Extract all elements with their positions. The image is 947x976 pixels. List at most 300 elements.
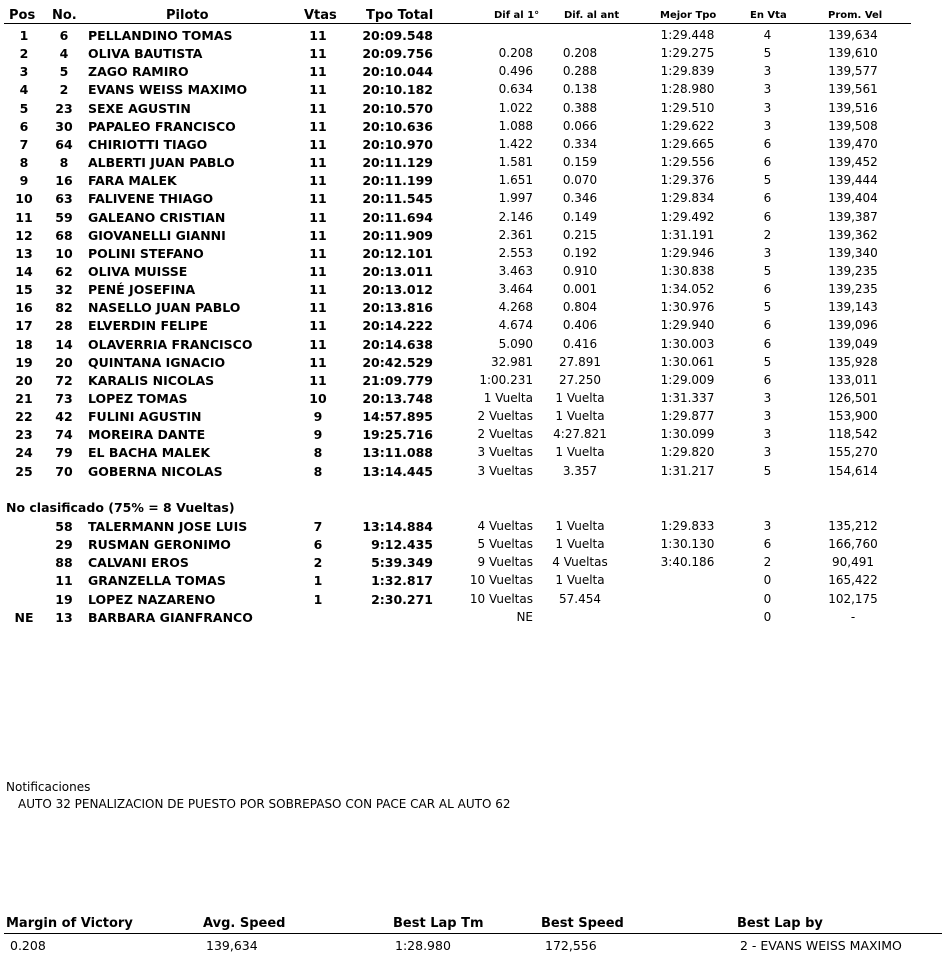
table-row xyxy=(0,463,947,481)
cell-prom: 166,760 xyxy=(828,537,878,552)
cell-difa: 1 Vuelta xyxy=(555,519,605,533)
cell-mej: 1:29.839 xyxy=(660,64,715,79)
cell-pos: 21 xyxy=(15,391,33,406)
cell-prom: 133,011 xyxy=(828,372,878,387)
cell-mej: 1:28.980 xyxy=(660,82,715,97)
cell-vtas: 11 xyxy=(309,209,327,225)
cell-tpo: 20:11.545 xyxy=(362,191,433,207)
cell-vtas: 11 xyxy=(309,191,327,207)
cell-dif1: 4.268 xyxy=(498,300,533,315)
cell-env: 3 xyxy=(763,100,772,115)
cell-vtas: 2 xyxy=(313,555,323,571)
cell-dif1: 4.674 xyxy=(498,318,533,333)
cell-difa: 0.208 xyxy=(562,46,598,61)
cell-piloto: POLINI STEFANO xyxy=(88,245,204,261)
cell-piloto: BARBARA GIANFRANCO xyxy=(88,609,253,625)
cell-pos: 6 xyxy=(19,118,29,134)
cell-tpo: 13:14.445 xyxy=(362,463,433,479)
cell-tpo: 20:14.638 xyxy=(362,336,433,352)
table-row xyxy=(0,100,947,118)
cell-mej: 1:29.665 xyxy=(660,136,715,151)
cell-prom: 139,340 xyxy=(828,245,878,260)
cell-prom: 154,614 xyxy=(828,463,878,478)
cell-mej: 1:29.376 xyxy=(660,173,715,188)
cell-no: 16 xyxy=(55,173,73,189)
cell-piloto: ELVERDIN FELIPE xyxy=(88,318,208,334)
cell-pos: 11 xyxy=(15,209,33,225)
cell-dif1: 0.634 xyxy=(498,82,533,97)
cell-piloto: GIOVANELLI GIANNI xyxy=(88,227,226,243)
cell-vtas: 11 xyxy=(309,136,327,152)
cell-mej: 1:30.130 xyxy=(660,537,715,552)
cell-piloto: KARALIS NICOLAS xyxy=(88,372,215,388)
cell-tpo: 20:09.548 xyxy=(362,28,433,43)
cell-env: 6 xyxy=(763,191,772,206)
cell-prom: 139,610 xyxy=(828,46,878,61)
cell-no: 23 xyxy=(55,100,73,116)
cell-dif1: 1.997 xyxy=(498,191,533,206)
cell-mej: 1:29.946 xyxy=(660,245,715,260)
table-row xyxy=(0,245,947,263)
cell-vtas: 11 xyxy=(309,100,327,116)
cell-mej: 1:30.976 xyxy=(660,300,715,315)
cell-env: 2 xyxy=(763,227,772,242)
cell-vtas: 11 xyxy=(309,118,327,134)
table-row xyxy=(0,390,947,408)
cell-pos: 12 xyxy=(15,227,33,243)
cell-vtas: 11 xyxy=(309,372,327,388)
cell-difa: 0.388 xyxy=(562,100,598,115)
cell-prom: 139,452 xyxy=(828,155,878,170)
cell-no: 5 xyxy=(59,64,69,80)
cell-prom: 139,049 xyxy=(828,336,878,351)
cell-vtas: 11 xyxy=(309,82,327,98)
cell-no: 29 xyxy=(55,537,73,553)
cell-dif1: 3 Vueltas xyxy=(477,463,533,478)
cell-no: 19 xyxy=(55,591,73,607)
cell-env: 5 xyxy=(763,263,772,278)
cell-difa: 57.454 xyxy=(559,591,601,606)
cell-mej: 1:30.061 xyxy=(660,354,715,369)
cell-vtas: 11 xyxy=(309,245,327,261)
cell-vtas: 8 xyxy=(313,463,323,479)
table-row xyxy=(0,354,947,372)
cell-dif1: 1.088 xyxy=(498,118,533,133)
cell-tpo: 20:10.970 xyxy=(362,136,433,152)
cell-env: 3 xyxy=(763,82,772,97)
summary-value-best-lap-by: 2 - EVANS WEISS MAXIMO xyxy=(740,938,902,953)
cell-vtas: 6 xyxy=(313,537,323,553)
cell-mej: 1:30.099 xyxy=(660,427,715,442)
table-row xyxy=(0,27,947,45)
table-row xyxy=(0,281,947,299)
cell-env: 4 xyxy=(763,28,772,42)
cell-mej: 1:29.275 xyxy=(660,46,715,61)
cell-mej: 1:31.191 xyxy=(660,227,715,242)
summary-header-avg-speed: Avg. Speed xyxy=(203,916,286,931)
header-prom-vel: Prom. Vel xyxy=(828,10,883,21)
cell-difa: 0.804 xyxy=(562,300,598,315)
cell-difa: 1 Vuelta xyxy=(555,573,605,588)
cell-tpo: 20:13.816 xyxy=(362,300,433,316)
table-row xyxy=(0,209,947,227)
cell-dif1: 32.981 xyxy=(491,354,533,369)
cell-pos: 5 xyxy=(19,100,29,116)
cell-no: 32 xyxy=(55,282,73,298)
cell-piloto: GOBERNA NICOLAS xyxy=(88,463,223,479)
summary-value-avg-speed: 139,634 xyxy=(206,938,258,953)
cell-vtas: 11 xyxy=(309,336,327,352)
cell-difa: 0.070 xyxy=(562,173,598,188)
cell-dif1: 1.581 xyxy=(498,155,533,170)
table-row xyxy=(0,190,947,208)
cell-prom: 139,096 xyxy=(828,318,878,333)
cell-dif1: 3 Vueltas xyxy=(477,445,533,460)
cell-no: 11 xyxy=(55,573,73,589)
cell-no: 13 xyxy=(55,609,73,625)
cell-tpo: 2:30.271 xyxy=(371,591,433,607)
cell-tpo: 20:10.044 xyxy=(362,64,433,80)
cell-dif1: 3.464 xyxy=(498,282,533,297)
cell-tpo: 20:13.012 xyxy=(362,282,433,298)
cell-vtas: 11 xyxy=(309,155,327,171)
cell-env: 6 xyxy=(763,318,772,333)
cell-piloto: NASELLO JUAN PABLO xyxy=(88,300,241,316)
cell-piloto: GALEANO CRISTIAN xyxy=(88,209,226,225)
cell-prom: 139,404 xyxy=(828,191,878,206)
table-row xyxy=(0,63,947,81)
cell-no: 72 xyxy=(55,372,73,388)
summary-header-best-lap-tm: Best Lap Tm xyxy=(393,916,484,931)
cell-piloto: GRANZELLA TOMAS xyxy=(88,573,226,589)
cell-difa: 4:27.821 xyxy=(553,427,607,442)
table-row xyxy=(0,554,947,572)
cell-difa: 4 Vueltas xyxy=(552,555,608,570)
cell-vtas: 11 xyxy=(309,263,327,279)
cell-difa: 27.250 xyxy=(559,372,601,387)
table-row xyxy=(0,45,947,63)
cell-tpo: 20:11.199 xyxy=(362,173,433,189)
cell-prom: 139,516 xyxy=(828,100,878,115)
table-row xyxy=(0,426,947,444)
cell-pos: NE xyxy=(14,609,34,625)
cell-env: 5 xyxy=(763,354,772,369)
header-dif1: Dif al 1° xyxy=(494,10,540,21)
cell-prom: 139,561 xyxy=(828,82,878,97)
cell-pos: 13 xyxy=(15,245,33,261)
cell-no: 6 xyxy=(59,28,69,43)
cell-vtas: 11 xyxy=(309,227,327,243)
cell-prom: 135,212 xyxy=(828,519,878,533)
summary-divider xyxy=(4,933,942,934)
table-row xyxy=(0,336,947,354)
cell-mej: 1:29.510 xyxy=(660,100,715,115)
cell-tpo: 1:32.817 xyxy=(371,573,433,589)
header-tpo-total: Tpo Total xyxy=(366,8,434,23)
cell-pos: 8 xyxy=(19,155,29,171)
cell-prom: 139,508 xyxy=(828,118,878,133)
cell-tpo: 20:12.101 xyxy=(362,245,433,261)
table-row xyxy=(0,172,947,190)
cell-mej: 1:30.003 xyxy=(660,336,715,351)
table-row xyxy=(0,118,947,136)
cell-env: 2 xyxy=(763,555,772,570)
cell-prom: 139,634 xyxy=(828,28,878,42)
cell-pos: 19 xyxy=(15,354,33,370)
cell-difa: 0.001 xyxy=(562,282,598,297)
table-row xyxy=(0,299,947,317)
cell-pos: 7 xyxy=(19,136,29,152)
table-row xyxy=(0,317,947,335)
summary-header-best-speed: Best Speed xyxy=(541,916,624,931)
cell-piloto: CALVANI EROS xyxy=(88,555,189,571)
cell-no: 8 xyxy=(59,155,69,171)
cell-prom: 118,542 xyxy=(828,427,878,442)
cell-dif1: 2 Vueltas xyxy=(477,427,533,442)
cell-tpo: 20:09.756 xyxy=(362,46,433,62)
cell-pos: 18 xyxy=(15,336,33,352)
cell-tpo: 14:57.895 xyxy=(362,409,433,425)
cell-dif1: 4 Vueltas xyxy=(477,519,533,533)
cell-env: 6 xyxy=(763,336,772,351)
not-classified-label: No clasificado (75% = 8 Vueltas) xyxy=(6,500,235,515)
cell-pos: 20 xyxy=(15,372,33,388)
cell-mej: 1:29.834 xyxy=(660,191,715,206)
cell-piloto: PELLANDINO TOMAS xyxy=(88,28,233,43)
header-mejor-tpo: Mejor Tpo xyxy=(660,10,717,21)
cell-pos: 2 xyxy=(19,46,29,62)
cell-env: 6 xyxy=(763,155,772,170)
cell-mej: 1:30.838 xyxy=(660,263,715,278)
table-row xyxy=(0,518,947,536)
cell-no: 30 xyxy=(55,118,73,134)
cell-no: 70 xyxy=(55,463,73,479)
cell-vtas: 11 xyxy=(309,282,327,298)
cell-dif1: 0.496 xyxy=(498,64,533,79)
cell-difa: 0.346 xyxy=(562,191,598,206)
cell-tpo: 9:12.435 xyxy=(371,537,433,553)
cell-difa: 0.288 xyxy=(562,64,598,79)
cell-vtas: 10 xyxy=(309,391,327,406)
cell-piloto: PENÉ JOSEFINA xyxy=(88,282,196,298)
cell-no: 64 xyxy=(55,136,73,152)
cell-vtas: 11 xyxy=(309,64,327,80)
cell-dif1: NE xyxy=(516,609,533,624)
cell-vtas: 11 xyxy=(309,300,327,316)
cell-mej: 1:34.052 xyxy=(660,282,715,297)
cell-env: 3 xyxy=(763,427,772,442)
cell-dif1: 5 Vueltas xyxy=(477,537,533,552)
cell-pos: 24 xyxy=(15,445,33,461)
cell-prom: 126,501 xyxy=(828,391,878,405)
cell-prom: 165,422 xyxy=(828,573,878,588)
cell-tpo: 19:25.716 xyxy=(362,427,433,443)
cell-pos: 10 xyxy=(15,191,33,207)
cell-no: 73 xyxy=(55,391,73,406)
cell-pos: 25 xyxy=(15,463,33,479)
cell-no: 62 xyxy=(55,263,73,279)
cell-pos: 16 xyxy=(15,300,33,316)
cell-tpo: 13:14.884 xyxy=(362,519,433,534)
cell-pos: 17 xyxy=(15,318,33,334)
cell-vtas: 8 xyxy=(313,445,323,461)
cell-dif1: 2.361 xyxy=(498,227,533,242)
cell-pos: 23 xyxy=(15,427,33,443)
cell-mej: 3:40.186 xyxy=(660,555,715,570)
cell-tpo: 13:11.088 xyxy=(362,445,433,461)
cell-difa: 3.357 xyxy=(562,463,598,478)
cell-prom: 139,577 xyxy=(828,64,878,79)
header-no: No. xyxy=(52,8,77,23)
cell-tpo: 20:11.694 xyxy=(362,209,433,225)
cell-env: 5 xyxy=(763,46,772,61)
cell-piloto: FALIVENE THIAGO xyxy=(88,191,214,207)
cell-difa: 1 Vuelta xyxy=(555,409,605,424)
cell-pos: 3 xyxy=(19,64,29,80)
table-row xyxy=(0,81,947,99)
cell-difa: 1 Vuelta xyxy=(555,391,605,405)
cell-mej: 1:29.820 xyxy=(660,445,715,460)
cell-vtas: 11 xyxy=(309,28,327,43)
cell-tpo: 20:13.748 xyxy=(362,391,433,406)
table-row xyxy=(0,591,947,609)
summary-value-best-lap-tm: 1:28.980 xyxy=(395,938,451,953)
cell-mej: 1:29.940 xyxy=(660,318,715,333)
cell-piloto: PAPALEO FRANCISCO xyxy=(88,118,236,134)
cell-piloto: LOPEZ NAZARENO xyxy=(88,591,216,607)
notifications-title: Notificaciones xyxy=(6,780,91,794)
cell-difa: 0.149 xyxy=(562,209,598,224)
cell-mej: 1:29.492 xyxy=(660,209,715,224)
cell-dif1: 1.422 xyxy=(498,136,533,151)
cell-no: 68 xyxy=(55,227,73,243)
header-dif-ant: Dif. al ant xyxy=(564,10,620,21)
cell-difa: 0.215 xyxy=(562,227,598,242)
cell-piloto: EL BACHA MALEK xyxy=(88,445,211,461)
header-pos: Pos xyxy=(9,8,36,23)
cell-env: 3 xyxy=(763,64,772,79)
cell-env: 3 xyxy=(763,391,772,405)
cell-no: 58 xyxy=(55,519,73,534)
cell-tpo: 20:42.529 xyxy=(362,354,433,370)
cell-env: 3 xyxy=(763,409,772,424)
table-row xyxy=(0,408,947,426)
cell-piloto: LOPEZ TOMAS xyxy=(88,391,188,406)
cell-piloto: EVANS WEISS MAXIMO xyxy=(88,82,248,98)
cell-difa: 0.066 xyxy=(562,118,598,133)
cell-mej: 1:29.009 xyxy=(660,372,715,387)
cell-tpo: 20:14.222 xyxy=(362,318,433,334)
cell-env: 5 xyxy=(763,173,772,188)
cell-prom: 155,270 xyxy=(828,445,878,460)
cell-difa: 0.406 xyxy=(562,318,598,333)
cell-pos: 15 xyxy=(15,282,33,298)
cell-mej: 1:29.877 xyxy=(660,409,715,424)
cell-difa: 27.891 xyxy=(559,354,601,369)
cell-env: 0 xyxy=(763,573,772,588)
cell-vtas: 7 xyxy=(313,519,323,534)
table-row xyxy=(0,263,947,281)
cell-tpo: 20:13.011 xyxy=(362,263,433,279)
header-piloto: Piloto xyxy=(166,8,209,23)
cell-mej: 1:31.337 xyxy=(660,391,715,405)
cell-piloto: FULINI AGUSTIN xyxy=(88,409,202,425)
cell-env: 0 xyxy=(763,591,772,606)
cell-no: 79 xyxy=(55,445,73,461)
cell-dif1: 2 Vueltas xyxy=(477,409,533,424)
cell-difa: 0.910 xyxy=(562,263,598,278)
cell-prom: 139,470 xyxy=(828,136,878,151)
cell-piloto: QUINTANA IGNACIO xyxy=(88,354,226,370)
cell-difa: 0.159 xyxy=(562,155,598,170)
cell-env: 5 xyxy=(763,463,772,478)
cell-no: 74 xyxy=(55,427,73,443)
cell-prom: 135,928 xyxy=(828,354,878,369)
cell-pos: 1 xyxy=(19,28,29,43)
notifications-text: AUTO 32 PENALIZACION DE PUESTO POR SOBREPASO CON PACE CAR AL AUTO 62 xyxy=(18,797,511,811)
cell-no: 2 xyxy=(59,82,69,98)
cell-vtas: 11 xyxy=(309,46,327,62)
cell-tpo: 20:10.570 xyxy=(362,100,433,116)
cell-tpo: 20:11.129 xyxy=(362,155,433,171)
cell-tpo: 20:10.636 xyxy=(362,118,433,134)
cell-no: 28 xyxy=(55,318,73,334)
cell-prom: 139,235 xyxy=(828,282,878,297)
cell-env: 3 xyxy=(763,519,772,533)
cell-piloto: OLIVA BAUTISTA xyxy=(88,46,203,62)
cell-prom: 139,387 xyxy=(828,209,878,224)
cell-no: 14 xyxy=(55,336,73,352)
cell-vtas: 9 xyxy=(313,409,323,425)
cell-env: 3 xyxy=(763,445,772,460)
cell-dif1: 10 Vueltas xyxy=(469,573,533,588)
cell-dif1: 5.090 xyxy=(498,336,533,351)
cell-vtas: 11 xyxy=(309,318,327,334)
cell-difa: 0.416 xyxy=(562,336,598,351)
cell-pos: 9 xyxy=(19,173,29,189)
cell-env: 0 xyxy=(763,609,772,624)
cell-prom: - xyxy=(850,609,856,624)
cell-dif1: 1 Vuelta xyxy=(483,391,533,405)
header-en-vta: En Vta xyxy=(750,10,787,21)
cell-difa: 0.138 xyxy=(562,82,598,97)
cell-pos: 4 xyxy=(19,82,29,98)
cell-piloto: CHIRIOTTI TIAGO xyxy=(88,136,208,152)
header-divider xyxy=(4,23,911,24)
cell-prom: 102,175 xyxy=(828,591,878,606)
cell-mej: 1:29.833 xyxy=(660,519,715,533)
cell-no: 63 xyxy=(55,191,73,207)
cell-env: 5 xyxy=(763,300,772,315)
cell-no: 10 xyxy=(55,245,73,261)
cell-tpo: 5:39.349 xyxy=(371,555,433,571)
cell-dif1: 1.022 xyxy=(498,100,533,115)
cell-piloto: TALERMANN JOSE LUIS xyxy=(88,519,248,534)
cell-dif1: 2.146 xyxy=(498,209,533,224)
header-vtas: Vtas xyxy=(304,8,337,23)
cell-dif1: 10 Vueltas xyxy=(469,591,533,606)
summary-value-margin: 0.208 xyxy=(10,938,46,953)
cell-piloto: OLIVA MUISSE xyxy=(88,263,188,279)
cell-no: 20 xyxy=(55,354,73,370)
cell-vtas: 9 xyxy=(313,427,323,443)
cell-env: 6 xyxy=(763,282,772,297)
cell-env: 6 xyxy=(763,537,772,552)
table-row xyxy=(0,444,947,462)
table-row xyxy=(0,609,947,627)
summary-header-best-lap-by: Best Lap by xyxy=(737,916,823,931)
cell-dif1: 0.208 xyxy=(498,46,533,61)
